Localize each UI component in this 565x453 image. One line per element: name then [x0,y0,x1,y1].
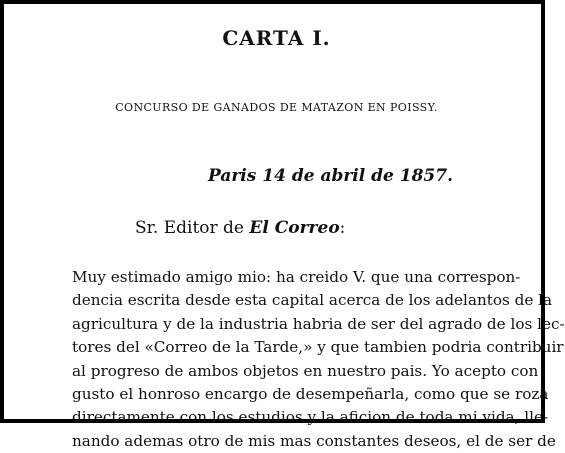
letter-body [72,266,565,453]
body-line: directamente con los estudios y la aficion de toda mi vida, lle- [72,408,549,427]
body-line: al progreso de ambos objetos en nuestro pais. Yo acepto con [72,361,539,380]
page-subtitle: CONCURSO DE GANADOS DE MATAZON EN POISSY. [115,101,438,114]
salutation-suffix: : [339,218,346,238]
salutation [135,218,345,238]
body-line: gusto el honroso encargo de desempeñarla, como que se roza [72,385,549,404]
salutation-name: El Correo [249,218,340,238]
body-line: nando ademas otro de mis mas constantes deseos, el de ser de [72,431,556,450]
letter-date: Paris 14 de abril de 1857. [208,166,453,186]
body-line: Muy estimado amigo mio: ha creido V. que una correspon- [72,268,521,286]
salutation-prefix: Sr. Editor de [135,218,250,238]
page-title: CARTA I. [222,26,331,50]
body-line: agricultura y de la industria habria de ser del agrado de los lec- [72,314,565,333]
body-line: tores del «Correo de la Tarde,» y que tambien podria contribuir [72,338,564,357]
body-line: dencia escrita desde esta capital acerca de los adelantos de la [72,291,553,310]
